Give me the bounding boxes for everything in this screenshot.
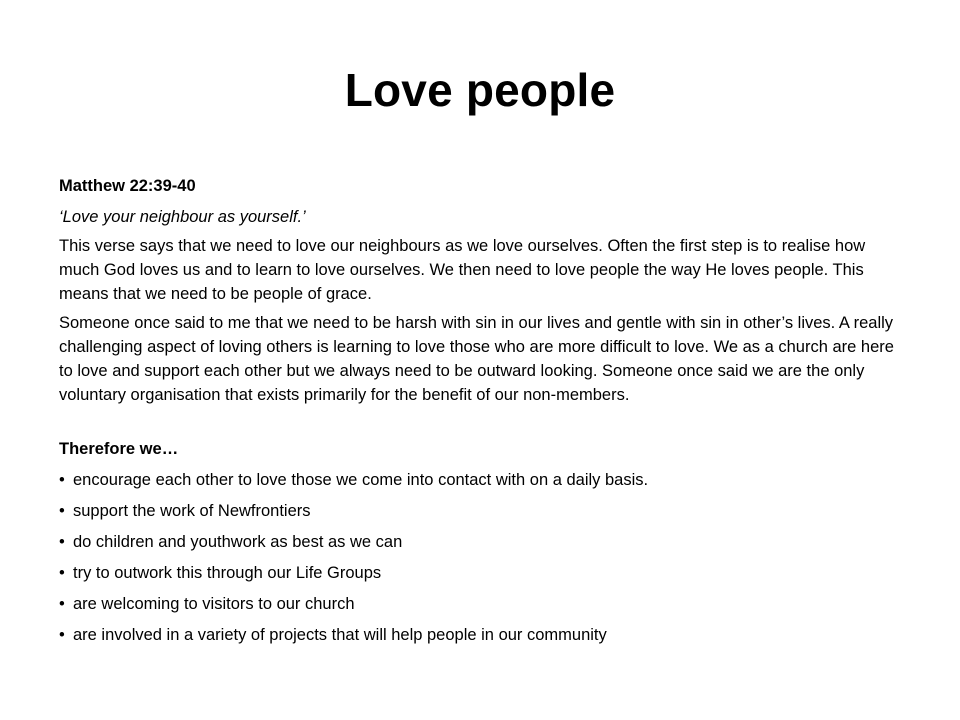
- body-paragraph-1: This verse says that we need to love our neighbours as we love ourselves. Often the first step is to realise how much God loves us and to learn to love ourselves. We then need to love people the way He loves people. This means that we need to be people of grace.: [59, 237, 866, 303]
- slide-title: Love people: [344, 64, 616, 116]
- bullet-icon: •: [59, 502, 65, 520]
- list-item: [59, 561, 909, 585]
- bullet-icon: •: [59, 626, 65, 644]
- bullet-icon: •: [59, 564, 65, 582]
- list-item: [59, 499, 909, 523]
- list-item-text: do children and youthwork as best as we can: [73, 533, 403, 551]
- list-item-text: are involved in a variety of projects that will help people in our community: [73, 626, 607, 644]
- therefore-heading: Therefore we…: [59, 440, 179, 458]
- list-item-text: try to outwork this through our Life Groups: [73, 564, 382, 582]
- list-item: [59, 468, 909, 492]
- slide-body: [59, 174, 909, 654]
- bullet-icon: •: [59, 595, 65, 613]
- list-item-text: are welcoming to visitors to our church: [73, 595, 355, 613]
- scripture-reference: Matthew 22:39-40: [59, 177, 196, 195]
- list-item: [59, 530, 909, 554]
- action-list: [59, 468, 909, 647]
- bullet-icon: •: [59, 533, 65, 551]
- list-item-text: encourage each other to love those we come into contact with on a daily basis.: [73, 471, 649, 489]
- list-item-text: support the work of Newfrontiers: [73, 502, 311, 520]
- list-item: [59, 592, 909, 616]
- list-item: [59, 623, 909, 647]
- body-paragraph-2: Someone once said to me that we need to be harsh with sin in our lives and gentle with sin in other’s lives. A really challenging aspect of loving others is learning to love those who are more difficult to love. We as a church are here to love and support each other but we always need to be outward looking. Someone once said we are the only voluntary organisation that exists primarily for the benefit of our non-members.: [59, 314, 894, 404]
- scripture-quote: ‘Love your neighbour as yourself.’: [59, 208, 306, 226]
- bullet-icon: •: [59, 471, 65, 489]
